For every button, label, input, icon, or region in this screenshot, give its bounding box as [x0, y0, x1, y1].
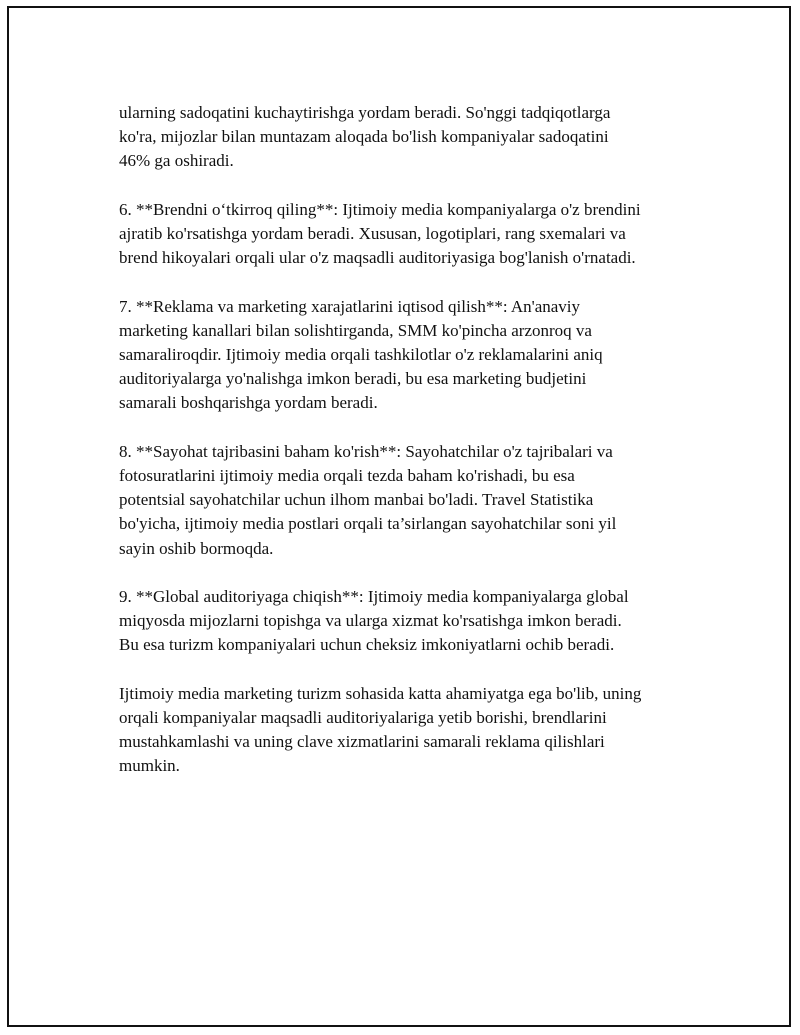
text-line: mumkin.: [119, 756, 180, 776]
text-line: 9. **Global auditoriyaga chiqish**: Ijtimoiy media kompaniyalarga global: [119, 587, 629, 606]
document-body: [119, 101, 704, 803]
text-line: 7. **Reklama va marketing xarajatlarini iqtisod qilish**: An'anaviy: [119, 296, 581, 316]
text-line: marketing kanallari bilan solishtirganda, SMM ko'pincha arzonroq va: [119, 320, 592, 340]
text-line: ularning sadoqatini kuchaytirishga yordam beradi. So'nggi tadqiqotlarga: [119, 103, 611, 122]
text-line: auditoriyalarga yo'nalishga imkon beradi, bu esa marketing budjetini: [119, 369, 587, 389]
paragraph-item-6: [119, 198, 704, 271]
text-line: miqyosda mijozlarni topishga va ularga xizmat ko'rsatishga imkon beradi.: [119, 611, 622, 631]
paragraph-conclusion: [119, 682, 704, 779]
text-line: mustahkamlashi va uning clave xizmatlarini samarali reklama qilishlari: [119, 732, 605, 752]
text-line: samaraliroqdir. Ijtimoiy media orqali tashkilotlar o'z reklamalarini aniq: [119, 345, 603, 364]
text-line: samarali boshqarishga yordam beradi.: [119, 393, 378, 413]
text-line: Ijtimoiy media marketing turizm sohasida katta ahamiyatga ega bo'lib, uning: [119, 683, 642, 703]
text-line: fotosuratlarini ijtimoiy media orqali tezda baham ko'rishadi, bu esa: [119, 466, 575, 485]
text-line: bo'yicha, ijtimoiy media postlari orqali ta’sirlangan sayohatchilar soni yil: [119, 514, 617, 534]
text-line: Bu esa turizm kompaniyalari uchun cheksiz imkoniyatlarni ochib beradi.: [119, 635, 615, 655]
paragraph-intro-continuation: [119, 101, 704, 174]
text-line: 6. **Brendni o‘tkirroq qiling**: Ijtimoiy media kompaniyalarga o'z brendini: [119, 199, 641, 219]
paragraph-item-8: [119, 440, 704, 561]
text-line: potentsial sayohatchilar uchun ilhom manbai bo'ladi. Travel Statistika: [119, 490, 594, 510]
text-line: orqali kompaniyalar maqsadli auditoriyalariga yetib borishi, brendlarini: [119, 708, 607, 727]
paragraph-item-7: [119, 295, 704, 416]
text-line: brend hikoyalari orqali ular o'z maqsadli auditoriyasiga bog'lanish o'rnatadi.: [119, 248, 636, 268]
text-line: ajratib ko'rsatishga yordam beradi. Xususan, logotiplari, rang sxemalari va: [119, 224, 626, 243]
text-line: ko'ra, mijozlar bilan muntazam aloqada bo'lish kompaniyalar sadoqatini: [119, 127, 609, 147]
text-line: 46% ga oshiradi.: [119, 151, 234, 171]
page-frame: [7, 6, 791, 1027]
text-line: 8. **Sayohat tajribasini baham ko'rish**: Sayohatchilar o'z tajribalari va: [119, 441, 613, 461]
paragraph-item-9: [119, 585, 704, 658]
text-line: sayin oshib bormoqda.: [119, 538, 274, 558]
